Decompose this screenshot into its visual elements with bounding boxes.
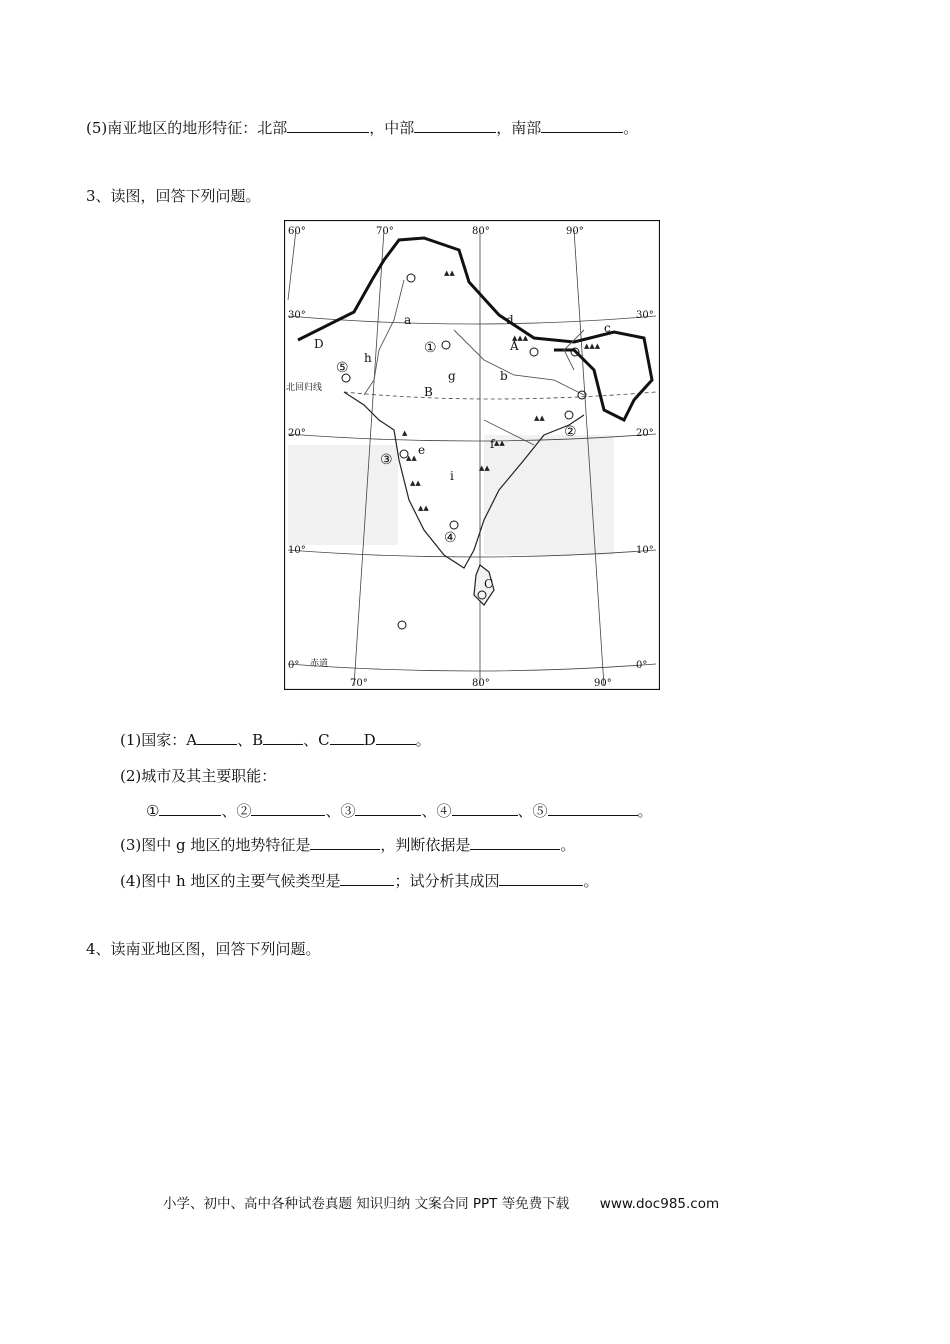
tropic-label: 北回归线 [286, 383, 323, 393]
lon-label-bottom-90: 90° [594, 678, 612, 689]
q3-sub1-p3: 、C [303, 731, 330, 749]
question-3-title: 3、读图，回答下列问题。 [86, 187, 261, 205]
answer-blank[interactable] [330, 730, 364, 745]
answer-blank[interactable] [263, 730, 303, 745]
answer-blank[interactable] [541, 118, 623, 133]
label-B: B [424, 385, 433, 399]
svg-text:▲▲▲: ▲▲▲ [584, 342, 601, 350]
label-circle-4: ④ [444, 530, 457, 546]
answer-blank[interactable] [159, 801, 221, 816]
svg-text:▲▲▲: ▲▲▲ [512, 334, 529, 342]
q3-sub1-p1: (1)国家：A [120, 731, 198, 749]
lon-label-80: 80° [472, 226, 490, 237]
q3-sub3-p2: ，判断依据是 [380, 836, 471, 854]
lon-label-bottom-70: 70° [350, 678, 368, 689]
q3-sub4-p1: (4)图中 h 地区的主要气候类型是 [120, 872, 341, 890]
svg-text:▲▲: ▲▲ [418, 504, 429, 512]
question-4-title: 4、读南亚地区图，回答下列问题。 [86, 940, 321, 958]
lon-label-70: 70° [376, 226, 394, 237]
q2-5-end: 。 [623, 119, 639, 137]
lon-label-bottom-80: 80° [472, 678, 490, 689]
answer-blank[interactable] [414, 118, 496, 133]
label-A: A [510, 339, 519, 353]
svg-text:▲: ▲ [402, 429, 408, 437]
q3-sub2-c4: 、④ [421, 802, 452, 820]
answer-blank[interactable] [251, 801, 325, 816]
equator-label: 赤道 [310, 659, 329, 669]
answer-blank[interactable] [376, 730, 416, 745]
label-a: a [404, 313, 412, 327]
label-e: e [418, 443, 426, 457]
answer-blank[interactable] [470, 835, 560, 850]
q3-sub2-c5: 、⑤ [517, 802, 548, 820]
question-2-5 [86, 118, 638, 138]
svg-text:▲▲: ▲▲ [534, 414, 545, 422]
lat-label-left-30: 30° [288, 310, 306, 321]
q3-sub4-end: 。 [583, 872, 599, 890]
footer-text: 小学、初中、高中各种试卷真题 知识归纳 文案合同 PPT 等免费下载 [163, 1196, 570, 1212]
label-b: b [500, 369, 508, 383]
label-i: i [450, 469, 454, 483]
answer-blank[interactable] [499, 871, 583, 886]
q3-sub3-end: 。 [560, 836, 576, 854]
lat-label-right-30: 30° [636, 310, 654, 321]
q3-sub2-end: 。 [637, 802, 653, 820]
answer-blank[interactable] [197, 730, 237, 745]
svg-text:▲▲: ▲▲ [479, 464, 490, 472]
q3-sub1-p4: D [363, 731, 376, 749]
lon-label-90: 90° [566, 226, 584, 237]
q3-sub2-c2: 、② [221, 802, 252, 820]
lat-label-right-0: 0° [636, 660, 648, 671]
south-asia-map [284, 220, 660, 690]
label-c: c [604, 321, 611, 335]
q3-sub2-c1: ① [146, 802, 160, 820]
lat-label-left-0: 0° [288, 660, 300, 671]
q3-sub1-p2: 、B [237, 731, 264, 749]
q3-sub1 [120, 730, 431, 750]
q2-5-mid1: ，中部 [369, 119, 415, 137]
lat-label-right-10: 10° [636, 545, 654, 556]
answer-blank[interactable] [452, 801, 518, 816]
q3-sub4-p2: ；试分析其成因 [394, 872, 500, 890]
q3-sub2-answers [146, 801, 653, 821]
q3-sub1-end: 。 [415, 731, 431, 749]
q2-5-prefix: (5)南亚地区的地形特征：北部 [86, 119, 288, 137]
svg-text:▲▲: ▲▲ [494, 439, 505, 447]
label-circle-2: ② [564, 424, 577, 440]
q2-5-mid2: ，南部 [496, 119, 542, 137]
answer-blank[interactable] [355, 801, 421, 816]
label-circle-3: ③ [380, 452, 393, 468]
q3-sub3 [120, 835, 575, 855]
q3-sub3-p1: (3)图中 g 地区的地势特征是 [120, 836, 311, 854]
svg-text:▲▲: ▲▲ [406, 454, 417, 462]
answer-blank[interactable] [340, 871, 394, 886]
footer-url[interactable]: www.doc985.com [599, 1196, 720, 1212]
lat-label-left-20: 20° [288, 428, 306, 439]
answer-blank[interactable] [310, 835, 380, 850]
lon-label-60: 60° [288, 226, 306, 237]
answer-blank[interactable] [548, 801, 638, 816]
svg-text:▲▲: ▲▲ [444, 269, 455, 277]
label-f: f [490, 437, 495, 451]
label-g: g [448, 369, 456, 383]
label-circle-1: ① [424, 340, 437, 356]
label-D: D [314, 337, 324, 351]
label-d: d [506, 313, 514, 327]
svg-text:▲▲: ▲▲ [410, 479, 421, 487]
answer-blank[interactable] [287, 118, 369, 133]
q3-sub2: (2)城市及其主要职能： [120, 767, 277, 785]
label-h: h [364, 351, 372, 365]
label-circle-5: ⑤ [336, 360, 349, 376]
q3-sub2-c3: 、③ [325, 802, 356, 820]
q3-sub4 [120, 871, 598, 891]
lat-label-left-10: 10° [288, 545, 306, 556]
label-C: C [484, 577, 494, 591]
lat-label-right-20: 20° [636, 428, 654, 439]
page-footer [163, 1192, 719, 1212]
